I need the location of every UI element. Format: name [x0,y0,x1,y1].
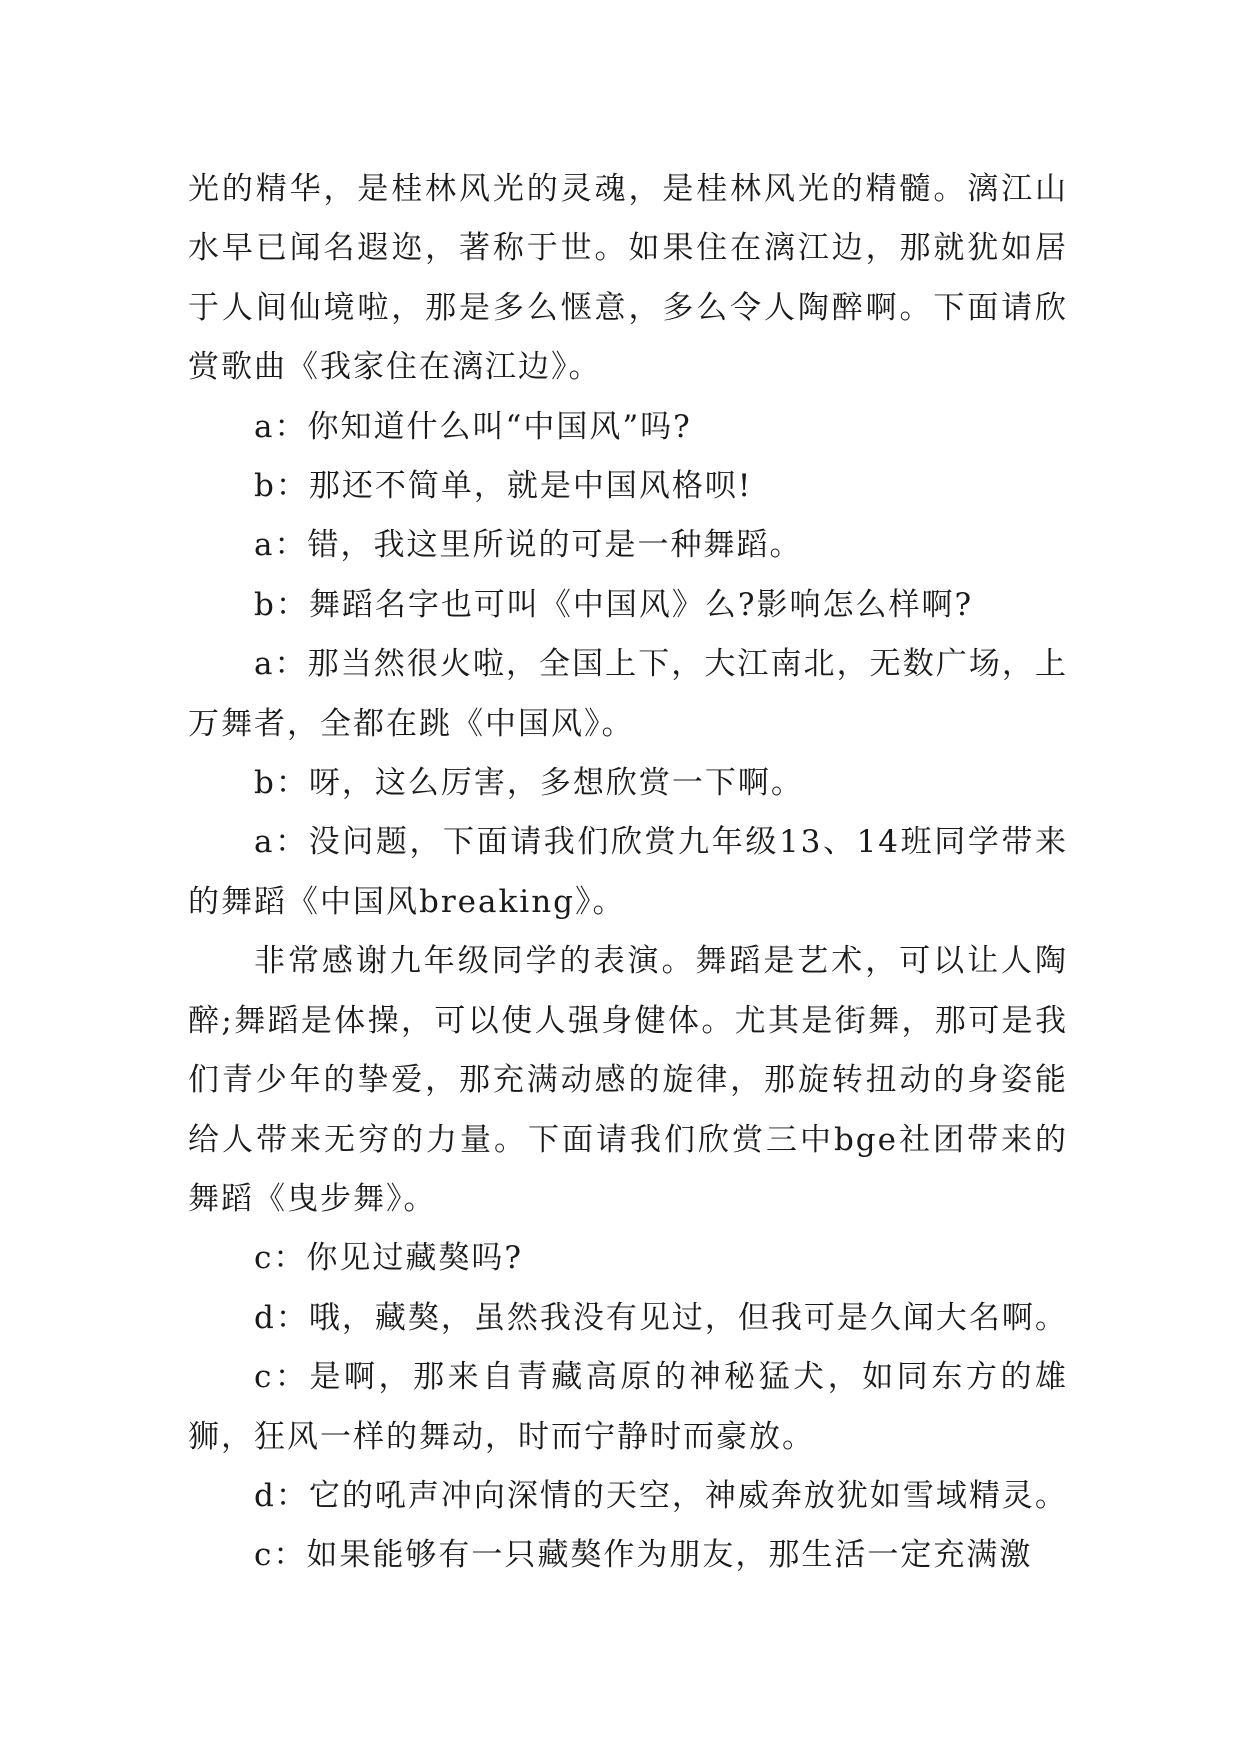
dialogue-line: b：呀，这么厉害，多想欣赏一下啊。 [254,765,804,802]
paragraph: 非常感谢九年级同学的表演。舞蹈是艺术，可以让人陶醉;舞蹈是体操，可以使人强身健体。尤其是街舞，那可是我们青少年的挚爱，那充满动感的旋律，那旋转扭动的身姿能给人带来无穷的力量。下面请我们欣赏三中bge社团带来的舞蹈《曳步舞》。 [188,943,1068,1217]
dialogue-line: a：错，我这里所说的可是一种舞蹈。 [254,527,803,564]
dialogue-line: a：那当然很火啦，全国上下，大江南北，无数广场，上万舞者，全都在跳《中国风》。 [188,646,1068,742]
dialogue-line: c：你见过藏獒吗? [254,1240,523,1277]
document-body [188,160,1068,1586]
dialogue-line: d：它的吼声冲向深情的天空，神威奔放犹如雪域精灵。 [254,1477,1068,1514]
dialogue-line: c：如果能够有一只藏獒作为朋友，那生活一定充满激 [254,1537,1033,1574]
paragraph: 光的精华，是桂林风光的灵魂，是桂林风光的精髓。漓江山水早已闻名遐迩，著称于世。如果住在漓江边，那就犹如居于人间仙境啦，那是多么惬意，多么令人陶醉啊。下面请欣赏歌曲《我家住在漓江边》。 [188,171,1068,386]
dialogue-line: b：舞蹈名字也可叫《中国风》么?影响怎么样啊? [254,586,974,623]
dialogue-line: a：你知道什么叫“中国风”吗? [254,408,692,445]
dialogue-line: b：那还不简单，就是中国风格呗! [254,468,753,505]
dialogue-line: a：没问题，下面请我们欣赏九年级13、14班同学带来的舞蹈《中国风breaking》。 [188,824,1068,920]
dialogue-line: d：哦，藏獒，虽然我没有见过，但我可是久闻大名啊。 [254,1299,1068,1336]
dialogue-line: c：是啊，那来自青藏高原的神秘猛犬，如同东方的雄狮，狂风一样的舞动，时而宁静时而豪放。 [188,1359,1068,1455]
